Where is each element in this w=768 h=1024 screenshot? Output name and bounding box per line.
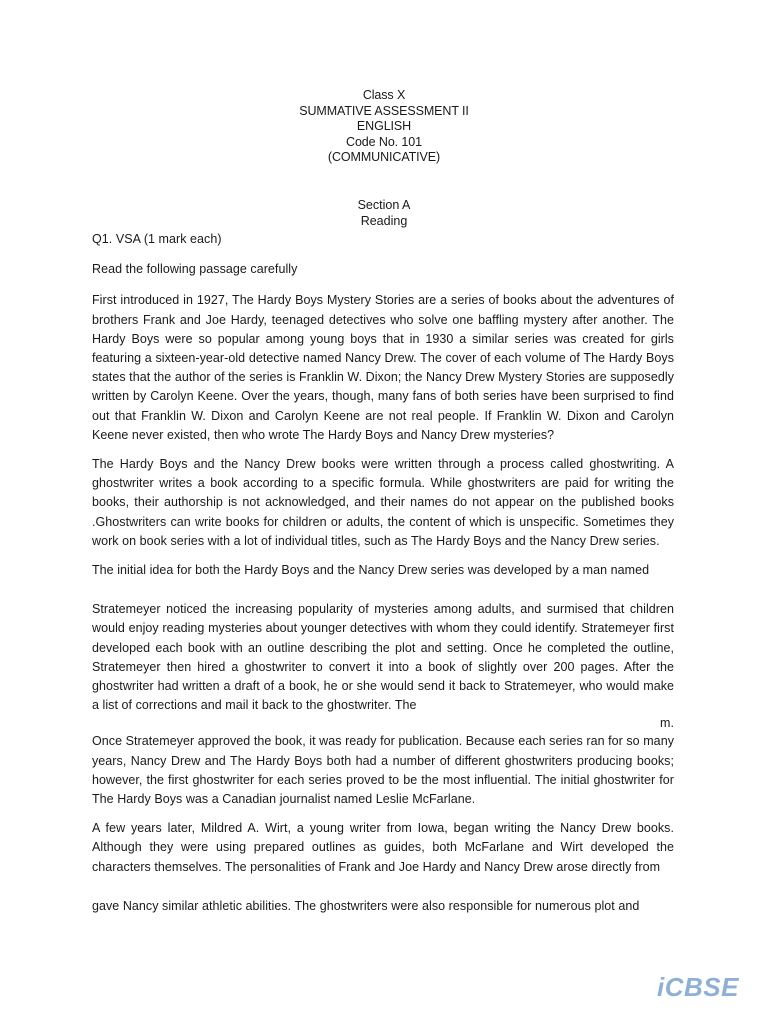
question-instruction: Read the following passage carefully xyxy=(92,262,298,277)
icbse-logo-mark xyxy=(650,972,746,1002)
section-subtitle: Reading xyxy=(360,213,408,228)
passage-paragraph-3: The initial idea for both the Hardy Boys and the Nancy Drew series was developed by a man named xyxy=(92,563,650,578)
header-code: Code No. 101 xyxy=(346,134,422,149)
header-subject: ENGLISH xyxy=(356,119,412,133)
passage-paragraph-1: First introduced in 1927, The Hardy Boys Mystery Stories are a series of books about the adventures of brothers Frank and Joe Hardy, teenaged detectives who solve one baffling mystery after another. The Hardy Boys were so popular among young boys that in 1930 a similar series was created for girls featuring a sixteen-year-old detective named Nancy Drew. The cover of each volume of The Hardy Boys states that the author of the series is Franklin W. Dixon; the Nancy Drew Mystery Stories are supposedly written by Carolyn Keene. Over the years, though, many fans of both series have been surprised to find out that Franklin W. Dixon and Carolyn Keene are not real people. If Franklin W. Dixon and Carolyn Keene never existed, then who wrote The Hardy Boys and Nancy Drew mysteries? xyxy=(92,293,674,442)
passage-fragment-m: m. xyxy=(660,716,674,731)
icbse-logo xyxy=(650,972,746,1002)
document-body xyxy=(92,230,674,916)
header-class: Class X xyxy=(362,88,406,102)
icbse-logo-text: iCBSE xyxy=(657,972,739,1002)
document-header xyxy=(0,88,768,166)
passage-paragraph-2: The Hardy Boys and the Nancy Drew books were written through a process called ghostwriting. A ghostwriter writes a book according to a specific formula. While ghostwriters are paid for writing the books, their authorship is not acknowledged, and their names do not appear on the published books .Ghostwriters can write books for children or adults, the content of which is unspecific. Sometimes they work on book series with a lot of individual titles, such as The Hardy Boys and the Nancy Drew series. xyxy=(92,457,674,548)
question-label: Q1. VSA (1 mark each) xyxy=(92,232,222,246)
section-heading xyxy=(0,198,768,229)
header-assessment: SUMMATIVE ASSESSMENT II xyxy=(299,103,469,118)
passage-paragraph-5: A few years later, Mildred A. Wirt, a young writer from Iowa, began writing the Nancy Drew books. Although they were using prepared outlines as guides, both McFarlane and Wirt developed the characters themselves. The personalities of Frank and Joe Hardy and Nancy Drew arose directly from xyxy=(92,821,674,874)
passage-paragraph-4a: Stratemeyer noticed the increasing popularity of mysteries among adults, and surmised that children would enjoy reading mysteries about younger detectives with whom they could identify. Stratemeyer first developed each book with an outline describing the plot and setting. Once he completed the outline, Stratemeyer then hired a ghostwriter to convert it into a book of slightly over 200 pages. After the ghostwriter had written a draft of a book, he or she would send it back to Stratemeyer, who would make a list of corrections and mail it back to the ghostwriter. The xyxy=(92,602,674,713)
section-title: Section A xyxy=(357,198,411,212)
passage-paragraph-4b: Once Stratemeyer approved the book, it was ready for publication. Because each series ran for so many years, Nancy Drew and The Hardy Boys both had a number of different ghostwriters producing books; however, the first ghostwriter for each series proved to be the most influential. The initial ghostwriter for The Hardy Boys was a Canadian journalist named Leslie McFarlane. xyxy=(92,734,674,807)
header-course: (COMMUNICATIVE) xyxy=(327,150,441,164)
passage-paragraph-6: gave Nancy similar athletic abilities. The ghostwriters were also responsible for numerous plot and xyxy=(92,898,640,913)
